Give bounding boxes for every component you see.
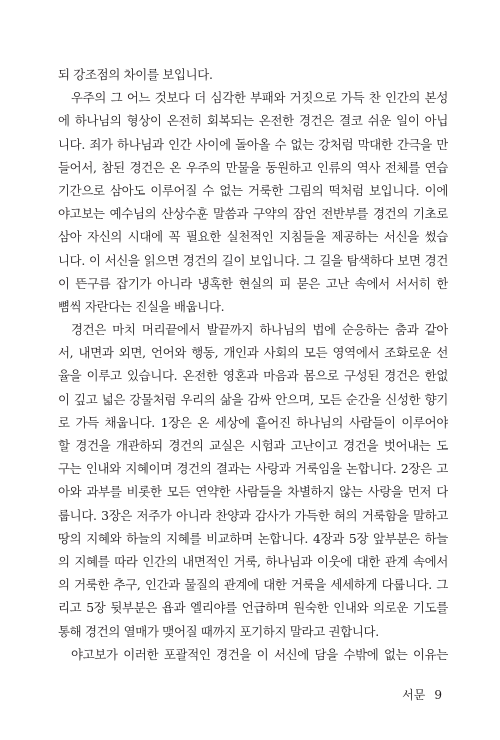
- body-line: 로 가득 채웁니다. 1장은 온 세상에 흩어진 하나님의 사람들이 이루어야: [58, 414, 448, 430]
- body-line: 룹니다. 3장은 저주가 아니라 찬양과 감사가 가득한 혀의 거룩함을 말하고: [58, 507, 448, 523]
- body-line: 의 거룩한 추구, 인간과 물질의 관계에 대한 거룩을 세세하게 다룹니다. 그: [58, 577, 448, 593]
- body-line: 기간으로 삼아도 이루어질 수 없는 거룩한 그림의 떡처럼 보입니다. 이에: [58, 182, 448, 198]
- body-line: 야고보가 이러한 포괄적인 경건을 이 서신에 담을 수밖에 없는 이유는: [71, 646, 448, 662]
- body-line: 아와 과부를 비롯한 모든 연약한 사람들을 차별하지 않는 사랑을 먼저 다: [58, 484, 448, 500]
- body-line: 에 하나님의 형상이 온전히 회복되는 온전한 경건은 결코 쉬운 일이 아닙: [58, 113, 448, 129]
- page-number: 9: [434, 688, 442, 702]
- body-line: 뼘씩 자란다는 진실을 배웁니다.: [58, 298, 225, 314]
- body-line: 리고 5장 뒷부분은 욥과 엘리야를 언급하며 원숙한 인내와 의로운 기도를: [58, 600, 448, 616]
- body-line: 의 지혜를 따라 인간의 내면적인 거룩, 하나님과 이웃에 대한 관계 속에서: [58, 553, 448, 569]
- body-line: 이 뜬구름 잡기가 아니라 냉혹한 현실의 피 묻은 고난 속에서 서서히 한: [58, 275, 448, 291]
- body-line: 들어서, 참된 경건은 온 우주의 만물을 동원하고 인류의 역사 전체를 연습: [58, 159, 448, 175]
- body-line: 니다. 죄가 하나님과 인간 사이에 돌아올 수 없는 강처럼 막대한 간극을 만: [58, 136, 448, 152]
- body-line: 할 경건을 개관하되 경건의 교실은 시험과 고난이고 경건을 벗어내는 도: [58, 438, 448, 453]
- body-line: 야고보는 예수님의 산상수훈 말씀과 구약의 잠언 전반부를 경건의 기초로: [58, 206, 448, 222]
- body-line: 통해 경건의 열매가 맺어질 때까지 포기하지 말라고 권합니다.: [58, 623, 379, 639]
- page-folio: [402, 686, 442, 703]
- body-line: 땅의 지혜와 하늘의 지혜를 비교하며 논합니다. 4장과 5장 앞부분은 하늘: [58, 530, 448, 546]
- body-line: 구는 인내와 지혜이며 경건의 결과는 사랑과 거룩임을 논합니다. 2장은 고: [58, 461, 448, 477]
- body-line: 서, 내면과 외면, 언어와 행동, 개인과 사회의 모든 영역에서 조화로운 선: [58, 345, 448, 361]
- body-line: 우주의 그 어느 것보다 더 심각한 부패와 거짓으로 가득 찬 인간의 본성: [71, 90, 448, 106]
- body-line: 율을 이루고 있습니다. 온전한 영혼과 마음과 몸으로 구성된 경건은 한없: [58, 368, 448, 384]
- body-line: 이 깊고 넓은 강물처럼 우리의 삶을 감싸 안으며, 모든 순간을 신성한 향기: [58, 391, 448, 407]
- body-line: 되 강조점의 차이를 보입니다.: [58, 67, 213, 82]
- body-line: 삼아 자신의 시대에 꼭 필요한 실천적인 지침들을 제공하는 서신을 썼습: [58, 229, 448, 245]
- page-body-text: [58, 63, 448, 666]
- body-line: 경건은 마치 머리끝에서 발끝까지 하나님의 법에 순응하는 춤과 같아: [71, 322, 448, 338]
- folio-section-label: 서문: [402, 688, 426, 702]
- body-line: 니다. 이 서신을 읽으면 경건의 길이 보입니다. 그 길을 탐색하다 보면 경건: [58, 252, 448, 268]
